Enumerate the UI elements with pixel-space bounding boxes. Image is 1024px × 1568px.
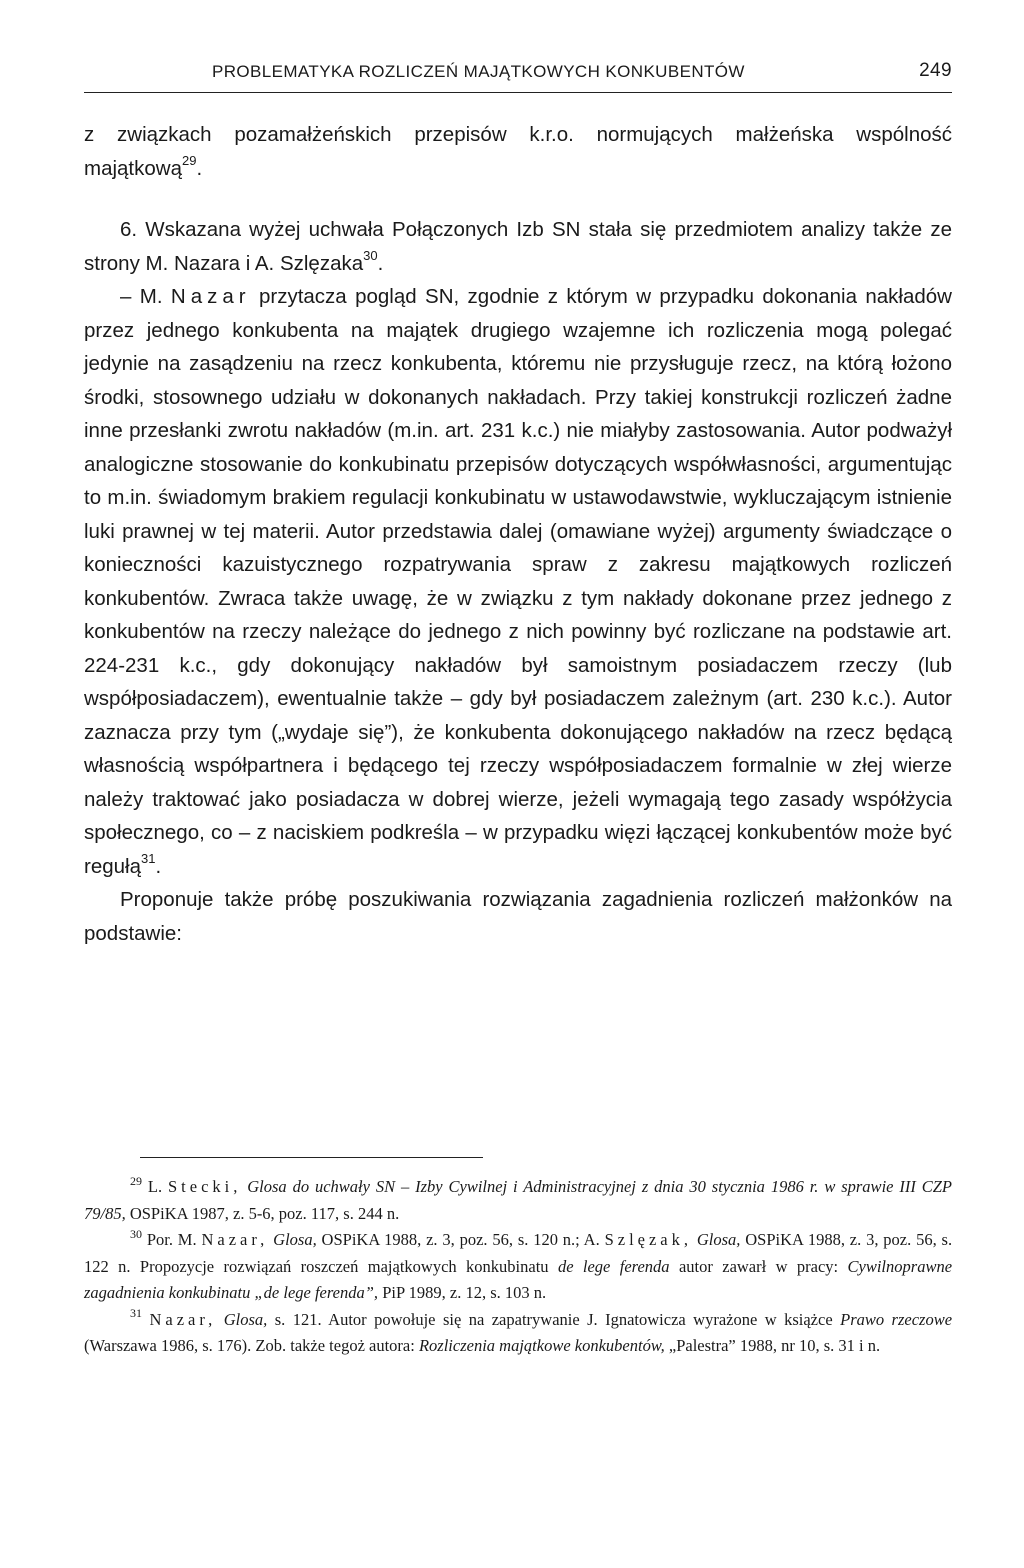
page-number: 249 [919, 60, 952, 81]
paragraph-2 [84, 213, 952, 280]
footnote-30-author-1: Nazar, [201, 1230, 269, 1249]
footnote-29-number: 29 [130, 1173, 142, 1188]
footnote-30-latin: de lege ferenda [557, 1256, 670, 1276]
running-title: PROBLEMATYKA ROZLICZEŃ MAJĄTKOWYCH KONKUBENTÓW [212, 62, 745, 81]
footnotes [84, 1174, 952, 1360]
footnote-30-source: PiP 1989, z. 12, s. 103 n. [382, 1283, 547, 1302]
paragraph-3 [84, 280, 952, 883]
footnote-separator [140, 1157, 483, 1158]
footnote-31-work-title: Rozliczenia majątkowe konkubentów, [418, 1336, 665, 1355]
footnote-29-author: Stecki, [168, 1177, 242, 1196]
footnote-29-title: Glosa do uchwały SN – Izby Cywilnej i Administracyjnej z dnia 30 stycznia 1986 r. w sprawie III CZP 79/85, [84, 1177, 952, 1223]
footnote-29-source: OSPiKA 1987, z. 5-6, poz. 117, s. 244 n. [129, 1203, 400, 1223]
paragraph-2-end: . [377, 251, 384, 275]
paragraph-4 [84, 883, 952, 950]
footnote-ref-30: 30 [363, 247, 378, 263]
footnote-29-initial: L. [147, 1177, 163, 1196]
footnote-30-part-a: Por. M. [146, 1230, 197, 1249]
body-text [84, 118, 952, 950]
paragraph-4-text: Proponuje także próbę poszukiwania rozwiązania zagadnienia rozliczeń małżonków na podstawie: [84, 888, 952, 945]
footnote-30-title-2: Glosa, [696, 1230, 741, 1249]
footnote-30-number: 30 [130, 1226, 142, 1241]
footnote-30-part-c: OSPiKA 1988, z. 3, poz. 56, s. 120 n.; A. [321, 1230, 600, 1249]
paragraph-1 [84, 118, 952, 185]
footnote-30-part-g: autor zawarł w pracy: [678, 1256, 839, 1276]
paragraph-3-end: . [155, 854, 162, 878]
footnote-31-author: Nazar, [149, 1309, 217, 1329]
footnote-31-book-title: Prawo rzeczowe [840, 1309, 953, 1329]
running-header [84, 60, 952, 93]
paragraph-3-text: przytacza pogląd SN, zgodnie z którym w przypadku dokonania nakładów przez jednego konkubenta na majątek drugiego wzajemne ich rozliczenia mogą polegać jedynie na zasądzeniu na rzecz konkubenta, któremu nie przysługuje rzecz, na którą łożono środki, stosownego udziału w dokonanych nakładach. Przy takiej konstrukcji rozliczeń żadne inne przesłanki zwrotu nakładów (m.in. art. 231 k.c.) nie miałyby zastosowania. Autor podważył analogiczne stosowanie do konkubinatu przepisów dotyczących współwłasności, argumentując to m.in. świadomym brakiem regulacji konkubinatu w ustawodawstwie, wykluczającym istnienie luki prawnej w tej materii. Autor przedstawia dalej (omawiane wyżej) argumenty świadczące o konieczności kazuistycznego rozpatrywania spraw z zakresu majątkowych rozliczeń konkubentów. Zwraca także uwagę, że w związku z tym nakłady dokonane przez jednego z konkubentów na rzeczy należące do jednego z nich powinny być rozliczane na podstawie art. 224-231 k.c., gdy dokonujący nakładów był samoistnym posiadaczem rzeczy (lub współposiadaczem), ewentualnie także – gdy był posiadaczem zależnym (art. 230 k.c.). Autor zaznacza przy tym („wydaje się”), że konkubenta dokonującego nakładów na rzecz będącą własnością współpartnera i będącego tej rzeczy współposiadaczem formalnie w złej wierze należy traktować jako posiadacza w dobrej wierze, jeżeli wymagają tego zasady współżycia społecznego, co – z naciskiem podkreśla – w przypadku więzi łączącej konkubentów może być regułą [84, 285, 952, 878]
footnote-29 [84, 1174, 952, 1227]
footnote-30-author-2: Szlęzak, [604, 1230, 692, 1249]
paragraph-3-lead: – M. [120, 285, 163, 308]
paragraph-2-text: 6. Wskazana wyżej uchwała Połączonych Izb SN stała się przedmiotem analizy także ze strony M. Nazara i A. Szlęzaka [84, 218, 952, 275]
footnote-30-title-1: Glosa, [273, 1230, 317, 1249]
footnote-31-part-c: (Warszawa 1986, s. 176). Zob. także tegoż autora: [84, 1336, 415, 1355]
footnote-30-part-e: OSPiKA 1988, z. 3, poz. 56, s. 122 n. Propozycje rozwiązań roszczeń majątkowych konkubinatu [84, 1230, 953, 1276]
author-name-spaced: Nazar [170, 285, 251, 308]
paragraph-1-text: z związkach pozamałżeńskich przepisów k.r.o. normujących małżeńska wspólność majątkową [84, 123, 952, 180]
footnote-ref-31: 31 [141, 850, 156, 866]
footnote-30-work-title: Cywilnoprawne zagadnienia konkubinatu „de lege ferenda”, [84, 1256, 953, 1302]
footnote-31-title: Glosa, [223, 1309, 268, 1329]
footnote-31 [84, 1307, 952, 1360]
footnote-ref-29: 29 [182, 152, 197, 168]
paragraph-1-end: . [196, 156, 203, 180]
footnote-31-source: „Palestra” 1988, nr 10, s. 31 i n. [668, 1336, 881, 1355]
footnote-31-number: 31 [130, 1306, 142, 1320]
footnote-31-part-a: s. 121. Autor powołuje się na zapatrywanie J. Ignatowicza wyrażone w książce [274, 1309, 833, 1329]
footnote-30 [84, 1227, 952, 1307]
